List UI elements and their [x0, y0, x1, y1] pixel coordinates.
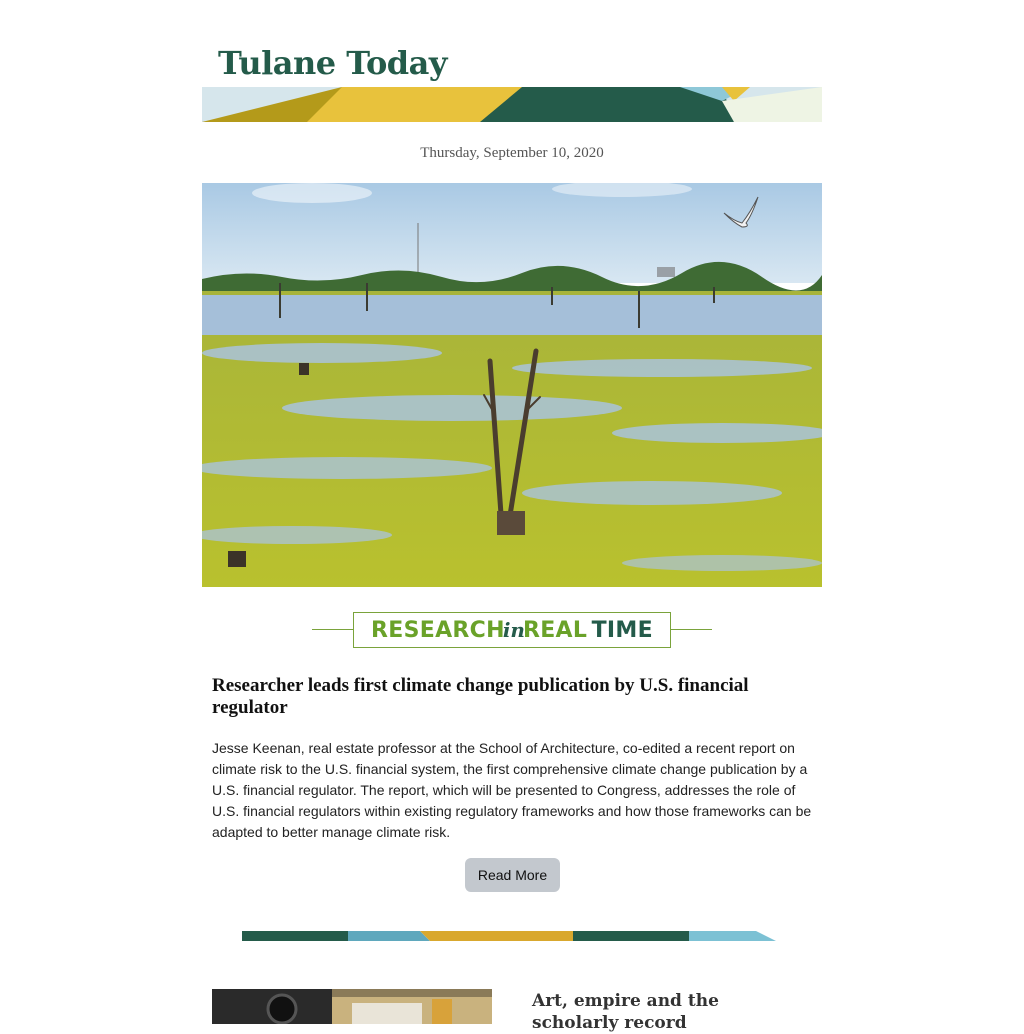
research-in-real-time-logo — [353, 612, 671, 648]
feature-body: Jesse Keenan, real estate professor at the School of Architecture, co-edited a recent report on climate risk to the U.S. financial system, the first comprehensive climate change publication by a U.S. financial regulator. The report, which will be presented to Congress, addresses the role of U.S. financial regulators within existing regulatory frameworks and how those frameworks can be adapted to better manage climate risk. — [212, 740, 812, 840]
badge-word-in: in — [502, 618, 525, 642]
issue-date: Thursday, September 10, 2020 — [420, 145, 604, 161]
story-thumbnail[interactable] — [212, 989, 492, 1024]
badge-rule-left — [312, 629, 354, 630]
badge-rule-right — [670, 629, 712, 630]
feature-headline[interactable]: Researcher leads first climate change publication by U.S. financial regulator — [212, 675, 749, 718]
read-more-button[interactable]: Read More — [465, 858, 560, 892]
site-title[interactable]: Tulane Today — [218, 44, 447, 82]
badge-word-real: REAL — [522, 618, 588, 643]
badge-word-research: RESEARCH — [371, 618, 505, 643]
section-badge — [312, 612, 712, 648]
next-story-title[interactable]: Art, empire and the scholarly record — [532, 991, 719, 1033]
hero-image[interactable] — [202, 183, 822, 587]
header-banner — [202, 87, 822, 122]
badge-word-time: TIME — [591, 618, 653, 643]
color-divider — [242, 931, 776, 941]
